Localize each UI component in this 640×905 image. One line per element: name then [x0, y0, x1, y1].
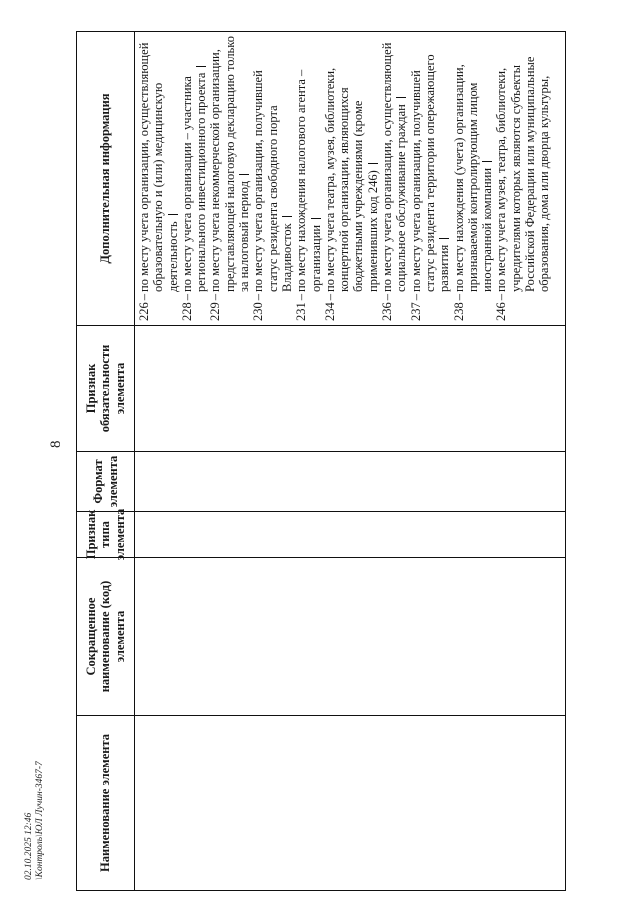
entry-code: 231 [294, 302, 309, 321]
cell-additional-info [135, 32, 565, 325]
entry-text: по месту учета организации – участника регионального инвестиционного проекта [179, 72, 209, 292]
header-element-name: Наименование элемента [77, 715, 134, 890]
cell-element-name [135, 715, 565, 890]
margin-mark [482, 161, 492, 162]
margin-mark [396, 97, 406, 98]
entry-text: по месту нахождения налогового агента – организации [294, 69, 323, 292]
entry-text: по месту учета театра, музея, библиотеки, концертной организации, являющихся бюджетными учреждениями (кроме применивших код 246) [322, 67, 380, 292]
list-item: 236 – по месту учета организации, осуществляющей социальное обслуживание граждан [380, 42, 409, 321]
entry-text: по месту учета организации, осуществляющей социальное обслуживание граждан [380, 42, 409, 292]
print-stamp [24, 761, 46, 880]
entry-text: по месту нахождения (учета) организации, признаваемой контролирующим лицом иностранной компании [451, 64, 495, 292]
entry-code: 246 [494, 302, 509, 321]
page-number: 8 [48, 440, 64, 448]
header-short-name: Сокращенное наименование (код) элемента [77, 557, 134, 715]
entry-code: 237 [408, 302, 423, 321]
table-header-row [77, 32, 135, 890]
margin-mark [239, 174, 249, 175]
entry-code: 229 [208, 302, 223, 321]
entry-text: по месту учета организации, получившей статус резидента свободного порта Владивосток [251, 70, 294, 292]
list-item: 246 – по месту учета музея, театра, библиотеки, учредителями которых являются субъекты Российской Федерации или муниципальные образования, дома или дворца культуры, [494, 56, 552, 321]
margin-mark [168, 214, 178, 215]
cell-element-format [135, 451, 565, 511]
header-element-format: Формат элемента [77, 451, 134, 511]
entry-code: 228 [179, 302, 194, 321]
entry-text: по месту учета организации, получившей статус резидента территории опережающего развития [408, 54, 452, 292]
header-element-type: Признак типа элемента [77, 511, 134, 557]
entry-code: 234 [322, 302, 337, 321]
stamp-path: \Kонтроль\ЮЛ Лучин-3467-7 [35, 761, 45, 880]
margin-mark [196, 66, 206, 67]
header-additional-info: Дополнительная информация [98, 93, 113, 264]
table-body-row [135, 32, 565, 890]
list-item: 237 – по месту учета организации, получившей статус резидента территории опережающего развития [408, 54, 452, 321]
margin-mark [439, 238, 449, 239]
cell-short-name [135, 557, 565, 715]
stamp-datetime: 02.10.2025 12:46 [24, 812, 34, 880]
margin-mark [282, 216, 292, 217]
entry-code: 238 [451, 302, 466, 321]
cell-element-type [135, 511, 565, 557]
entry-code: 236 [380, 302, 395, 321]
entry-text: по месту учета организации, осуществляющей образовательную и (или) медицинскую деятельность [137, 42, 180, 292]
list-item: 230 – по месту учета организации, получившей статус резидента свободного порта Владивосток [251, 70, 294, 321]
element-table [76, 31, 566, 891]
list-item: 229 – по месту учета некоммерческой организации, представляющей налоговую декларацию только за налоговый период [208, 36, 252, 321]
cell-required-flag [135, 325, 565, 451]
entry-text: по месту учета некоммерческой организации, представляющей налоговую декларацию только за налоговый период [208, 36, 252, 292]
list-item: 238 – по месту нахождения (учета) организации, признаваемой контролирующим лицом иностранной компании [451, 64, 495, 321]
list-item: 234 – по месту учета театра, музея, библиотеки, концертной организации, являющихся бюджетными учреждениями (кроме применивших код 246) [322, 67, 380, 321]
list-item: 226 – по месту учета организации, осуществляющей образовательную и (или) медицинскую деятельность [137, 42, 180, 321]
list-item: 231 – по месту нахождения налогового агента – организации [294, 69, 323, 321]
header-required-flag: Признак обязательности элемента [77, 325, 134, 451]
entry-code: 226 [137, 302, 151, 321]
entry-text: по месту учета музея, театра, библиотеки, учредителями которых являются субъекты Российской Федерации или муниципальные образования, дома или дворца культуры, [494, 56, 552, 292]
list-item: 228 – по месту учета организации – участника регионального инвестиционного проекта [180, 35, 209, 321]
margin-mark [311, 218, 321, 219]
entry-code: 230 [251, 302, 266, 321]
margin-mark [368, 163, 378, 164]
